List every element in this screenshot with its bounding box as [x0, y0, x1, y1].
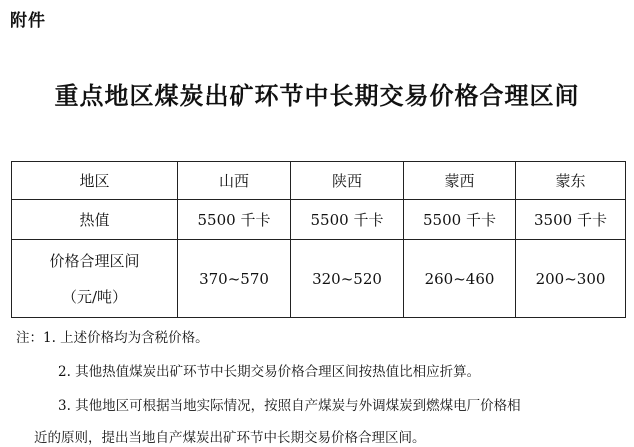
- price-range-table: [11, 161, 626, 318]
- table-cell: 320~520: [291, 240, 404, 318]
- note-item-3-line-2: 近的原则，提出当地自产煤炭出矿环节中长期交易价格合理区间。: [34, 430, 426, 446]
- table-row-price-range: [12, 240, 626, 318]
- row-label-heat-value: 热值: [12, 200, 178, 240]
- row-label-price-range: [12, 240, 178, 318]
- table-cell: 5500 千卡: [291, 200, 404, 240]
- table-cell: 370~570: [178, 240, 291, 318]
- table-header-row: [12, 162, 626, 200]
- note-item-2: 2. 其他热值煤炭出矿环节中长期交易价格合理区间按热值比相应折算。: [58, 364, 481, 380]
- attachment-label: 附件: [10, 11, 46, 31]
- document-title: 重点地区煤炭出矿环节中长期交易价格合理区间: [54, 82, 580, 110]
- note-item-1: 注：1. 上述价格均为含税价格。: [16, 330, 209, 346]
- table-cell: 3500 千卡: [516, 200, 626, 240]
- table-cell: 200~300: [516, 240, 626, 318]
- price-unit-label: （元/吨）: [61, 287, 128, 306]
- table-cell: 260~460: [404, 240, 516, 318]
- header-cell-mengxi: 蒙西: [404, 162, 516, 200]
- header-cell-mengdong: 蒙东: [516, 162, 626, 200]
- price-range-label: 价格合理区间: [49, 251, 140, 270]
- header-cell-region: 地区: [12, 162, 178, 200]
- header-cell-shaanxi: 陕西: [291, 162, 404, 200]
- table-cell: 5500 千卡: [404, 200, 516, 240]
- header-cell-shanxi: 山西: [178, 162, 291, 200]
- table-cell: 5500 千卡: [178, 200, 291, 240]
- table-row-heat-value: [12, 200, 626, 240]
- note-item-3-line-1: 3. 其他地区可根据当地实际情况，按照自产煤炭与外调煤炭到燃煤电厂价格相: [58, 398, 521, 414]
